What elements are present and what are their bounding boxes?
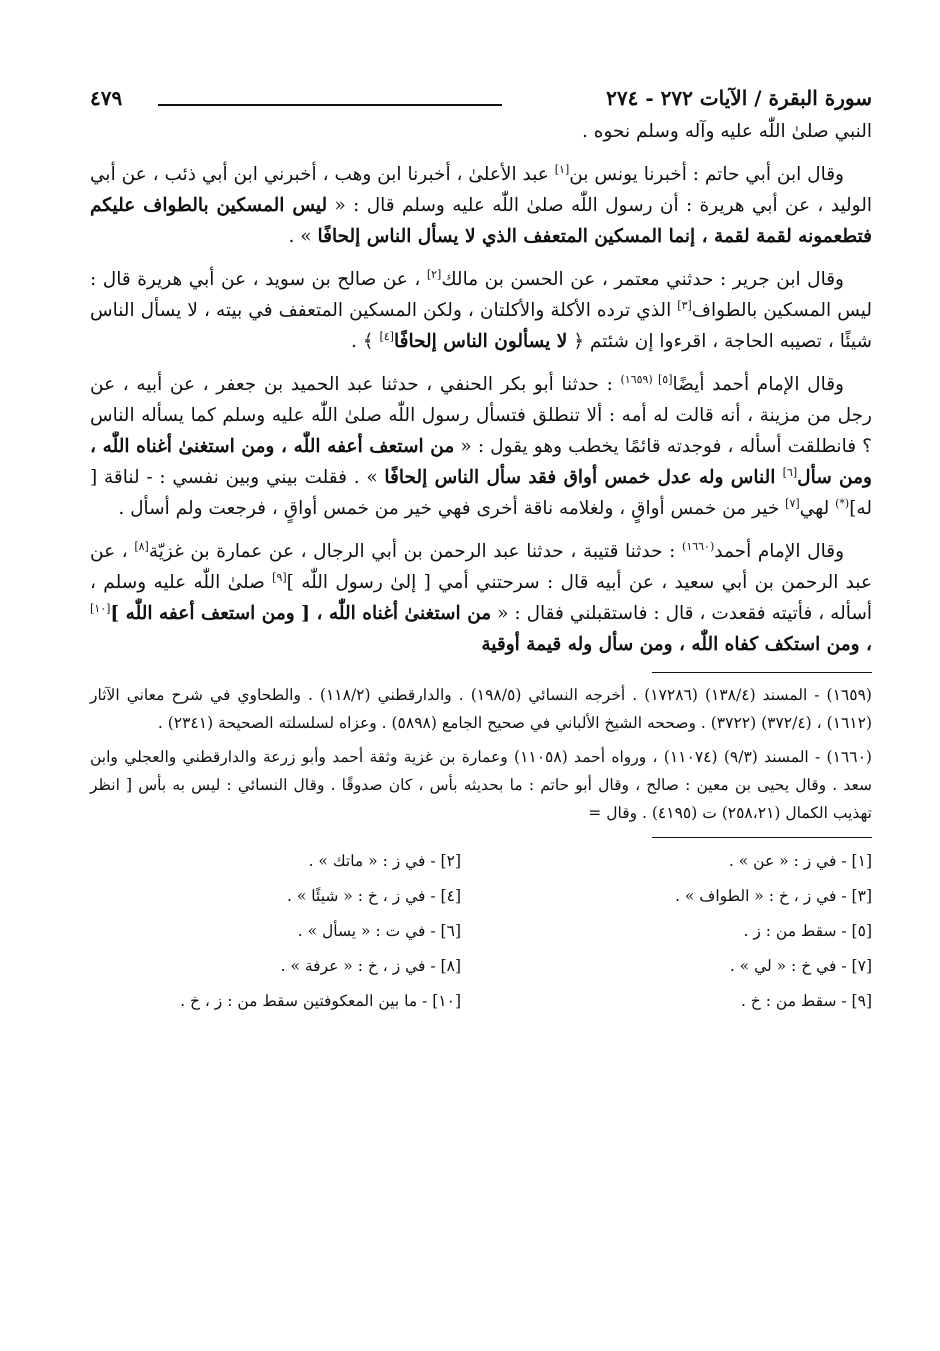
footnote-marker: [٦]	[782, 465, 798, 479]
hadith-quote: من استغنىٰ أغناه اللّٰه ، [ ومن استعف أعفه اللّٰه ]	[110, 603, 492, 624]
footnote-marker: [١٠]	[90, 601, 111, 615]
hadith-quote: الناس وله عدل خمس أواق فقد سأل الناس إلحافًا	[384, 467, 783, 488]
footnote-marker: [٥] (١٦٥٩)	[620, 372, 673, 386]
hadith-quote: ، ومن استكف كفاه اللّٰه ، ومن سأل وله قيمة أوقية	[481, 634, 872, 655]
variant-note: [٢] - في ز : « ماتك » .	[308, 852, 461, 870]
variant-note: [٩] - سقط من : خ .	[740, 992, 872, 1010]
notes-divider	[652, 837, 872, 838]
variant-note: [٥] - سقط من : ز .	[743, 922, 872, 940]
footnote-marker: [٢]	[426, 267, 442, 281]
variant-note: [٦] - في ت : « يسأل » .	[297, 922, 461, 940]
hadith-quote: لا يسألون الناس إلحافًا	[393, 331, 568, 352]
page-number: ٤٧٩	[90, 86, 123, 110]
text-run: وقال الإمام أحمد	[714, 541, 845, 562]
text-run: ، عن صالح بن سويد ، عن أبي هريرة قال : ليس المسكين بالطواف	[90, 269, 872, 321]
text-run: وقال الإمام أحمد أيضًا	[672, 374, 844, 395]
variant-note: [٤] - في ز ، خ : « شيئًا » .	[287, 887, 461, 905]
page	[90, 78, 872, 1017]
text-run: عبد الأعلىٰ ، أخبرنا ابن وهب ، أخبرني ابن أبي ذئب ، عن أبي الوليد ، عن أبي هريرة : أن رسول اللّٰه صلىٰ اللّٰه عليه وسلم قال : «	[90, 164, 872, 216]
text-run: » . فقلت بيني وبين نفسي : - لناقة [ له]	[90, 467, 872, 519]
footnote-divider	[652, 672, 872, 673]
footnote-marker: (*)	[835, 496, 850, 510]
text-run: » .	[288, 226, 318, 247]
footnote: (١٦٥٩) - المسند (١٣٨/٤) (١٧٢٨٦) . أخرجه النسائي (١٩٨/٥) . والدارقطني (١١٨/٢) . والطحاوي في شرح معاني الآثار (١٦١٢) ، (٣٧٢/٤) (٣٧٢٢) . وصححه الشيخ الألباني في صحيح الجامع (٥٨٩٨) . وعزاه لسلسلته الصحيحة (٢٣٤١) .	[90, 686, 872, 732]
main-text	[90, 116, 872, 660]
running-title: سورة البقرة / الآيات ٢٧٢ - ٢٧٤	[606, 86, 872, 110]
variant-note: [٧] - في خ : « لي » .	[729, 957, 872, 975]
text-run: صلىٰ اللّٰه عليه وسلم ، أسأله ، فأتيته فقعدت ، قال : فاستقبلني فقال : «	[90, 572, 872, 624]
footnote-marker: (١٦٦٠)	[682, 539, 715, 553]
text-run: : حدثنا قتيبة ، حدثنا عبد الرحمن بن أبي الرجال ، عن عمارة بن غزيّة	[148, 541, 683, 562]
footnote-marker: [٤]	[379, 329, 394, 343]
variant-notes	[90, 846, 872, 1017]
variant-note: [٣] - في ز ، خ : « الطواف » .	[674, 887, 872, 905]
footnote: (١٦٦٠) - المسند (٩/٣) (١١٠٧٤) ، ورواه أحمد (١١٠٥٨) وعمارة بن غزية وثقة أحمد وأبو زرعة والدارقطني والعجلي وابن سعد . وقال يحيى بن معين : صالح ، وقال أبو حاتم : ما بحديثه بأس ، كان صدوقًا . وقال النسائي : ليس به بأس [ انظر تهذيب الكمال (٢٥٨،٢١) ت (٤١٩٥) . وقال =	[90, 748, 872, 822]
footnote-marker: [٣]	[677, 298, 692, 312]
footnote-marker: [٩]	[272, 570, 287, 584]
text-run: لهي	[799, 498, 836, 519]
text-run: الذي ترده الأكلة والأكلتان ، ولكن المسكين المتعفف في بيته ، لا يسأل الناس شيئًا ، تصيبه الحاجة ، اقرءوا إن شئتم ﴿	[90, 300, 872, 352]
text-run: وقال ابن جرير : حدثني معتمر ، عن الحسن بن مالك	[441, 269, 844, 290]
paragraph	[90, 264, 872, 357]
paragraph	[90, 536, 872, 660]
variant-note: [١] - في ز : « عن » .	[728, 852, 872, 870]
hadith-quote: ليس المسكين بالطواف عليكم فتطعمونه لقمة لقمة ، إنما المسكين المتعفف الذي لا يسأل الناس إلحافًا	[90, 195, 872, 247]
hadith-quote: من استعف أعفه اللّٰه ، ومن استغنىٰ أغناه اللّٰه ، ومن سأل	[90, 436, 872, 488]
footnote-marker: [٧]	[785, 496, 800, 510]
paragraph	[90, 116, 872, 147]
text-run: خير من خمس أواقٍ ، ولغلامه ناقة أخرى فهي خير من خمس أواقٍ ، فرجعت ولم أسأل .	[118, 498, 786, 519]
footnote-marker: [١]	[554, 162, 570, 176]
hadith-footnotes	[90, 681, 872, 827]
page-header	[90, 78, 872, 116]
variant-note: [١٠] - ما بين المعكوفتين سقط من : ز ، خ .	[180, 992, 461, 1010]
text-run: وقال ابن أبي حاتم : أخبرنا يونس بن	[569, 164, 844, 185]
paragraph	[90, 159, 872, 252]
text-run: ﴾ .	[350, 331, 380, 352]
text-run: ، عن عبد الرحمن بن أبي سعيد ، عن أبيه قال : سرحتني أمي [ إلىٰ رسول اللّٰه ]	[90, 541, 872, 593]
paragraph	[90, 369, 872, 524]
header-rule	[158, 104, 502, 106]
text-run: النبي صلىٰ اللّٰه عليه وآله وسلم نحوه .	[582, 121, 872, 142]
variant-note: [٨] - في ز ، خ : « عرفة » .	[280, 957, 461, 975]
text-run: : حدثنا أبو بكر الحنفي ، حدثنا عبد الحميد بن جعفر ، عن أبيه ، عن رجل من مزينة ، أنه قالت له أمه : ألا تنطلق فتسأل رسول اللّٰه صلىٰ اللّٰه عليه وسلم كما يسأله الناس ؟ فانطلقت أسأله ، فوجدته قائمًا يخطب وهو يقول : «	[90, 374, 872, 457]
footnote-marker: [٨]	[134, 539, 149, 553]
